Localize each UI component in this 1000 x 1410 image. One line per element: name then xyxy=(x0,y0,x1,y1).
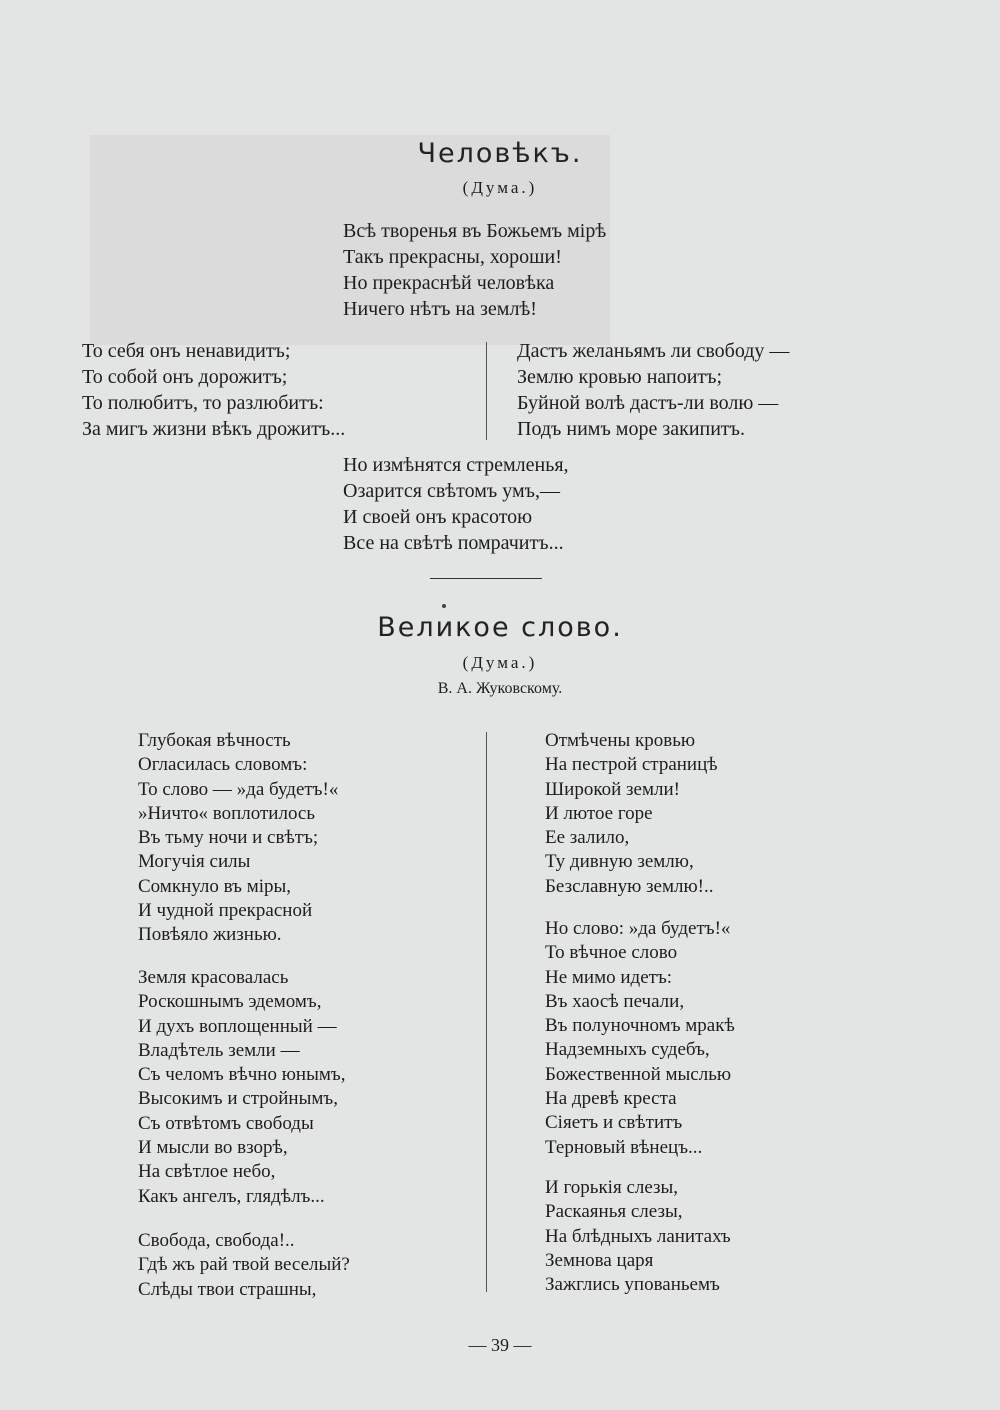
verse-line: Какъ ангелъ, глядѣлъ... xyxy=(138,1185,325,1207)
poem1-stanza1 xyxy=(343,218,606,322)
verse-line: Раскаянья слезы, xyxy=(545,1201,683,1223)
verse-line: Но слово: »да будетъ!« xyxy=(545,918,731,939)
verse-line: Роскошнымъ эдемомъ, xyxy=(138,991,322,1013)
verse-line: Озарится свѣтомъ умъ,— xyxy=(343,480,560,502)
verse-line: И лютое горе xyxy=(545,802,653,824)
poem2-title: Великое слово. xyxy=(377,612,623,643)
verse-line: Слѣды твои страшны, xyxy=(138,1278,317,1300)
verse-line: Сомкнуло въ міры, xyxy=(138,875,292,897)
poem1-stanza2-right xyxy=(517,338,789,442)
verse-line: Терновый вѣнецъ... xyxy=(545,1136,703,1158)
verse-line: Но измѣнятся стремленья, xyxy=(343,454,569,476)
verse-line: Огласилась словомъ: xyxy=(138,754,308,776)
verse-line: Въ полуночномъ мракѣ xyxy=(545,1015,735,1037)
poem1-title: Человѣкъ. xyxy=(417,138,583,169)
verse-line: И чудной прекрасной xyxy=(138,900,313,922)
verse-line: Надземныхъ судебъ, xyxy=(545,1039,710,1061)
poem2-subtitle: (Дума.) xyxy=(462,653,538,672)
poem2-left-stanza3 xyxy=(138,1229,350,1302)
column-divider xyxy=(486,732,487,1292)
verse-line: Владѣтель земли — xyxy=(138,1039,300,1061)
verse-line: Божественной мыслью xyxy=(545,1063,732,1085)
verse-line: На блѣдныхъ ланитахъ xyxy=(545,1225,731,1247)
poem2-right-stanza3 xyxy=(545,1176,731,1297)
poem1-subtitle: (Дума.) xyxy=(462,178,538,197)
verse-line: Высокимъ и стройнымъ, xyxy=(138,1088,338,1110)
poem2-left-stanza1 xyxy=(138,729,338,948)
poem2-dedication: В. А. Жуковскому. xyxy=(437,680,563,697)
verse-line: Въ тьму ночи и свѣтъ; xyxy=(138,827,319,849)
verse-line: Повѣяло жизнью. xyxy=(138,924,282,946)
verse-line: Но прекраснѣй человѣка xyxy=(343,272,555,294)
verse-line: На пестрой страницѣ xyxy=(545,754,718,776)
verse-line: Въ хаосѣ печали, xyxy=(545,990,685,1012)
verse-line: Отмѣчены кровью xyxy=(545,730,696,751)
verse-line: Буйной волѣ дастъ-ли волю — xyxy=(517,392,779,414)
verse-line: Свобода, свобода!.. xyxy=(138,1230,295,1251)
verse-line: Подъ нимъ море закипитъ. xyxy=(517,418,746,440)
verse-line: То вѣчное слово xyxy=(545,942,678,964)
poem2-right-stanza1 xyxy=(545,729,718,899)
poem2-left-stanza2 xyxy=(138,966,345,1209)
verse-line: Земнова царя xyxy=(545,1249,654,1271)
verse-line: Такъ прекрасны, хороши! xyxy=(343,246,562,268)
poem2-right-stanza2 xyxy=(545,917,735,1160)
verse-line: Сіяетъ и свѣтитъ xyxy=(545,1112,683,1134)
verse-line: На древѣ креста xyxy=(545,1088,677,1110)
ink-speck xyxy=(442,604,446,608)
verse-line: Широкой земли! xyxy=(545,778,680,800)
verse-line: Не мимо идетъ: xyxy=(545,966,673,988)
verse-line: Гдѣ жъ рай твой веселый? xyxy=(138,1254,350,1276)
verse-line: Ее залило, xyxy=(545,827,630,849)
verse-line: Все на свѣтѣ помрачитъ... xyxy=(343,532,564,554)
verse-line: И горькія слезы, xyxy=(545,1177,679,1198)
column-divider xyxy=(486,342,487,440)
verse-line: За мигъ жизни вѣкъ дрожитъ... xyxy=(82,418,346,440)
verse-line: Земля красовалась xyxy=(138,967,289,988)
verse-line: Съ челомъ вѣчно юнымъ, xyxy=(138,1064,346,1086)
verse-line: Глубокая вѣчность xyxy=(138,730,291,751)
verse-line: И своей онъ красотою xyxy=(343,506,533,528)
verse-line: Зажглись упованьемъ xyxy=(545,1274,720,1296)
verse-line: Ничего нѣтъ на землѣ! xyxy=(343,298,537,320)
poem1-stanza3 xyxy=(343,452,569,556)
poem1-stanza2-left xyxy=(82,338,345,442)
verse-line: И духъ воплощенный — xyxy=(138,1015,337,1037)
section-separator xyxy=(430,578,542,579)
verse-line: »Ничто« воплотилось xyxy=(138,802,316,824)
verse-line: То себя онъ ненавидитъ; xyxy=(82,340,291,362)
verse-line: Безславную землю!.. xyxy=(545,875,714,897)
verse-line: Могучія силы xyxy=(138,851,251,873)
page-number: — 39 — xyxy=(468,1335,532,1355)
verse-line: То собой онъ дорожитъ; xyxy=(82,366,288,388)
verse-line: Ту дивную землю, xyxy=(545,851,694,873)
verse-line: То слово — »да будетъ!« xyxy=(138,778,339,800)
verse-line: Съ отвѣтомъ свободы xyxy=(138,1112,314,1134)
verse-line: Всѣ творенья въ Божьемъ мірѣ xyxy=(343,220,607,242)
verse-line: То полюбитъ, то разлюбитъ: xyxy=(82,392,324,414)
verse-line: Землю кровью напоитъ; xyxy=(517,366,723,388)
verse-line: И мысли во взорѣ, xyxy=(138,1137,288,1159)
verse-line: На свѣтлое небо, xyxy=(138,1161,276,1183)
verse-line: Дастъ желаньямъ ли свободу — xyxy=(517,340,790,362)
